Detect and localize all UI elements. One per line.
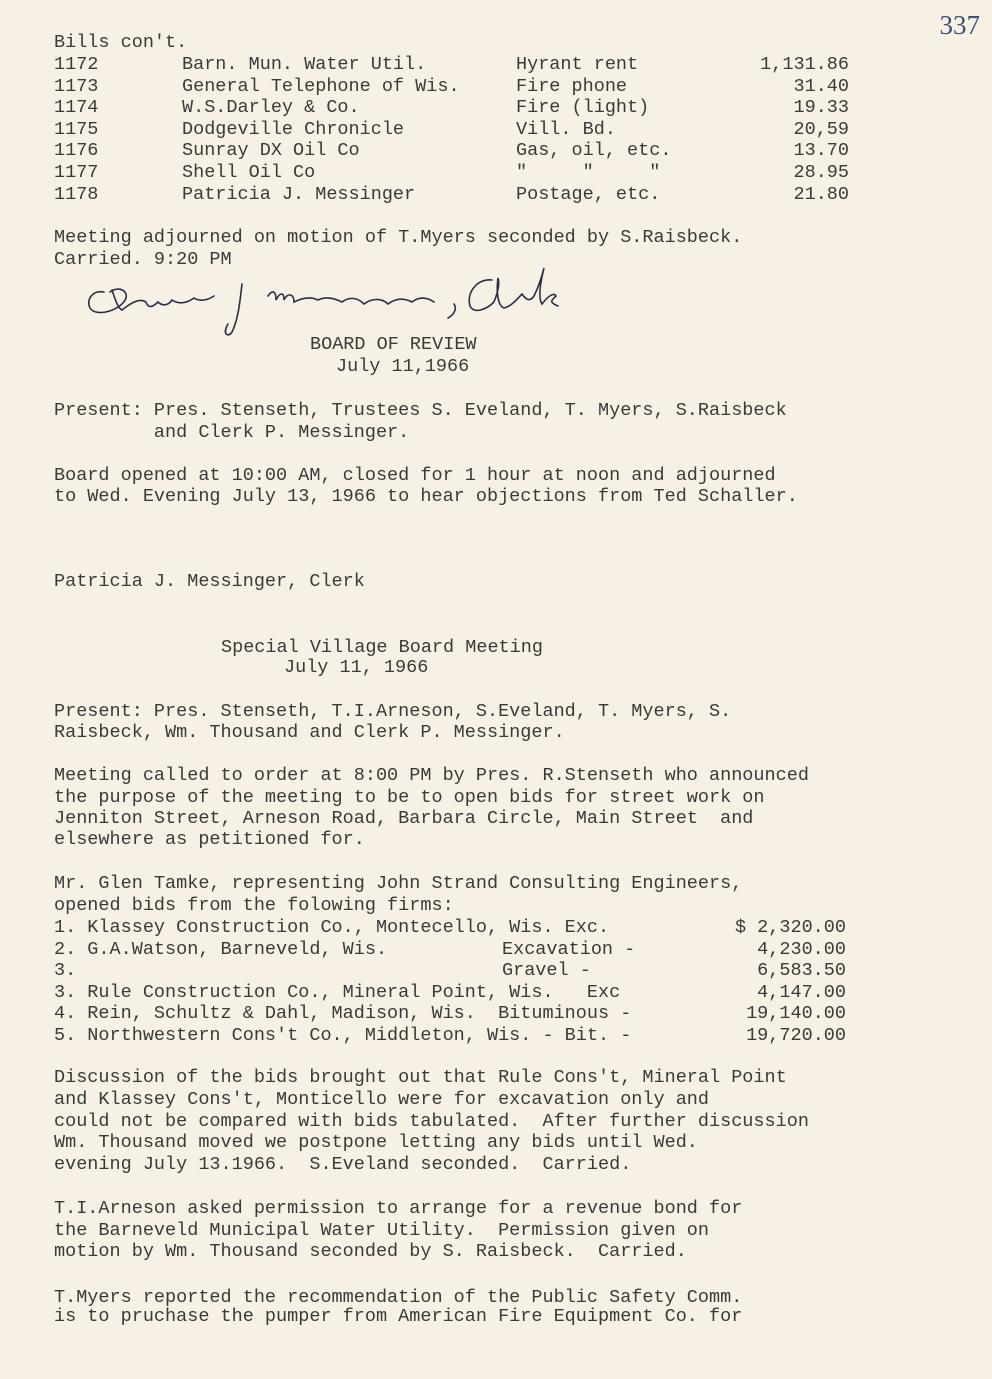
called-3: Jenniton Street, Arneson Road, Barbara Circle, Main Street and [54, 808, 754, 829]
bid-firm: 2. G.A.Watson, Barneveld, Wis. [54, 938, 388, 960]
bill-item: " " " [516, 162, 661, 183]
bill-payee: Dodgeville Chronicle [182, 118, 405, 140]
bid-firm: 3. Rule Construction Co., Mineral Point, Wis. Exc [54, 981, 621, 1003]
bill-row [0, 140, 992, 161]
special-present-2: Raisbeck, Wm. Thousand and Clerk P. Messinger. [54, 722, 565, 743]
review-opened-1: Board opened at 10:00 AM, closed for 1 hour at noon and adjourned [54, 465, 776, 486]
bill-payee: Shell Oil Co [182, 162, 316, 183]
discussion-2: and Klassey Cons't, Monticello were for excavation only and [54, 1089, 710, 1110]
bill-row [0, 76, 992, 97]
bill-amount: 1,131.86 [760, 54, 849, 75]
bill-number: 1178 [54, 183, 99, 205]
bill-row [0, 97, 992, 118]
bill-payee: Patricia J. Messinger [182, 183, 416, 205]
review-present-1: Present: Pres. Stenseth, Trustees S. Eveland, T. Myers, S.Raisbeck [54, 400, 787, 421]
bill-payee: Sunray DX Oil Co [182, 140, 360, 162]
bill-number: 1176 [54, 140, 99, 162]
bid-amount: 19,720.00 [746, 1025, 846, 1046]
called-1: Meeting called to order at 8:00 PM by Pres. R.Stenseth who announced [54, 765, 809, 786]
bill-row [0, 184, 992, 205]
bid-amount: 19,140.00 [746, 1003, 846, 1025]
bid-row [0, 917, 992, 938]
bid-firm: 4. Rein, Schultz & Dahl, Madison, Wis. Bituminous - [54, 1003, 632, 1025]
bill-amount: 28.95 [793, 162, 849, 183]
bid-amount: 4,230.00 [757, 938, 846, 960]
bills-heading: Bills con't. [54, 32, 188, 53]
discussion-1: Discussion of the bids brought out that Rule Cons't, Mineral Point [54, 1067, 787, 1088]
called-2: the purpose of the meeting to be to open bids for street work on [54, 787, 765, 808]
bill-amount: 19.33 [793, 97, 849, 119]
review-date: July 11,1966 [336, 356, 470, 377]
review-present-2: and Clerk P. Messinger. [54, 422, 410, 443]
bid-type: Gravel - [502, 960, 591, 982]
bill-payee: Barn. Mun. Water Util. [182, 54, 427, 75]
bill-item: Fire phone [516, 75, 628, 97]
bid-firm: 5. Northwestern Cons't Co., Middleton, Wis. - Bit. - [54, 1025, 632, 1046]
bill-item: Vill. Bd. [516, 118, 616, 140]
bill-item: Hyrant rent [516, 54, 639, 75]
bill-amount: 20,59 [793, 118, 849, 140]
bill-row [0, 162, 992, 183]
clerk-signature [82, 262, 562, 342]
tamke-2: opened bids from the folowing firms: [54, 895, 454, 916]
myers-2: is to pruchase the pumper from American Fire Equipment Co. for [54, 1306, 743, 1327]
myers-1: T.Myers reported the recommendation of the Public Safety Comm. [54, 1287, 743, 1308]
bill-item: Postage, etc. [516, 183, 661, 205]
bid-amount: 6,583.50 [757, 960, 846, 982]
review-clerk: Patricia J. Messinger, Clerk [54, 571, 365, 592]
bill-number: 1175 [54, 118, 99, 140]
bill-amount: 31.40 [793, 75, 849, 97]
bill-number: 1172 [54, 54, 99, 75]
arneson-1: T.I.Arneson asked permission to arrange for a revenue bond for [54, 1198, 743, 1219]
bid-row [0, 939, 992, 960]
bill-item: Fire (light) [516, 97, 650, 119]
discussion-5: evening July 13.1966. S.Eveland seconded. Carried. [54, 1154, 632, 1175]
arneson-3: motion by Wm. Thousand seconded by S. Raisbeck. Carried. [54, 1241, 687, 1262]
bill-row [0, 54, 992, 75]
bill-number: 1177 [54, 162, 99, 183]
called-4: elsewhere as petitioned for. [54, 829, 365, 850]
page-number: 337 [939, 10, 980, 40]
bid-row [0, 960, 992, 981]
bid-firm: 1. Klassey Construction Co., Montecello, Wis. Exc. [54, 917, 610, 938]
arneson-2: the Barneveld Municipal Water Utility. Permission given on [54, 1220, 710, 1241]
special-date: July 11, 1966 [284, 657, 429, 678]
review-opened-2: to Wed. Evening July 13, 1966 to hear objections from Ted Schaller. [54, 486, 798, 507]
discussion-4: Wm. Thousand moved we postpone letting any bids until Wed. [54, 1132, 698, 1153]
bill-row [0, 119, 992, 140]
bid-row [0, 982, 992, 1003]
bill-number: 1174 [54, 97, 99, 119]
bid-row [0, 1025, 992, 1046]
bill-amount: 21.80 [793, 183, 849, 205]
bid-type: Excavation - [502, 938, 636, 960]
bill-payee: W.S.Darley & Co. [182, 97, 360, 119]
special-present-1: Present: Pres. Stenseth, T.I.Arneson, S.Eveland, T. Myers, S. [54, 701, 732, 722]
bid-amount: $ 2,320.00 [734, 917, 846, 938]
discussion-3: could not be compared with bids tabulated. After further discussion [54, 1111, 809, 1132]
bill-number: 1173 [54, 75, 99, 97]
bill-item: Gas, oil, etc. [516, 140, 672, 162]
tamke-1: Mr. Glen Tamke, representing John Strand Consulting Engineers, [54, 873, 743, 894]
review-title: BOARD OF REVIEW [310, 334, 477, 355]
bid-row [0, 1003, 992, 1024]
special-title: Special Village Board Meeting [221, 637, 543, 658]
bid-firm: 3. [54, 960, 77, 982]
bill-payee: General Telephone of Wis. [182, 75, 460, 97]
adjourn-line-1: Meeting adjourned on motion of T.Myers seconded by S.Raisbeck. [54, 227, 743, 248]
adjourn-line-2: Carried. 9:20 PM [54, 249, 232, 270]
bid-amount: 4,147.00 [757, 981, 846, 1003]
bill-amount: 13.70 [793, 140, 849, 162]
